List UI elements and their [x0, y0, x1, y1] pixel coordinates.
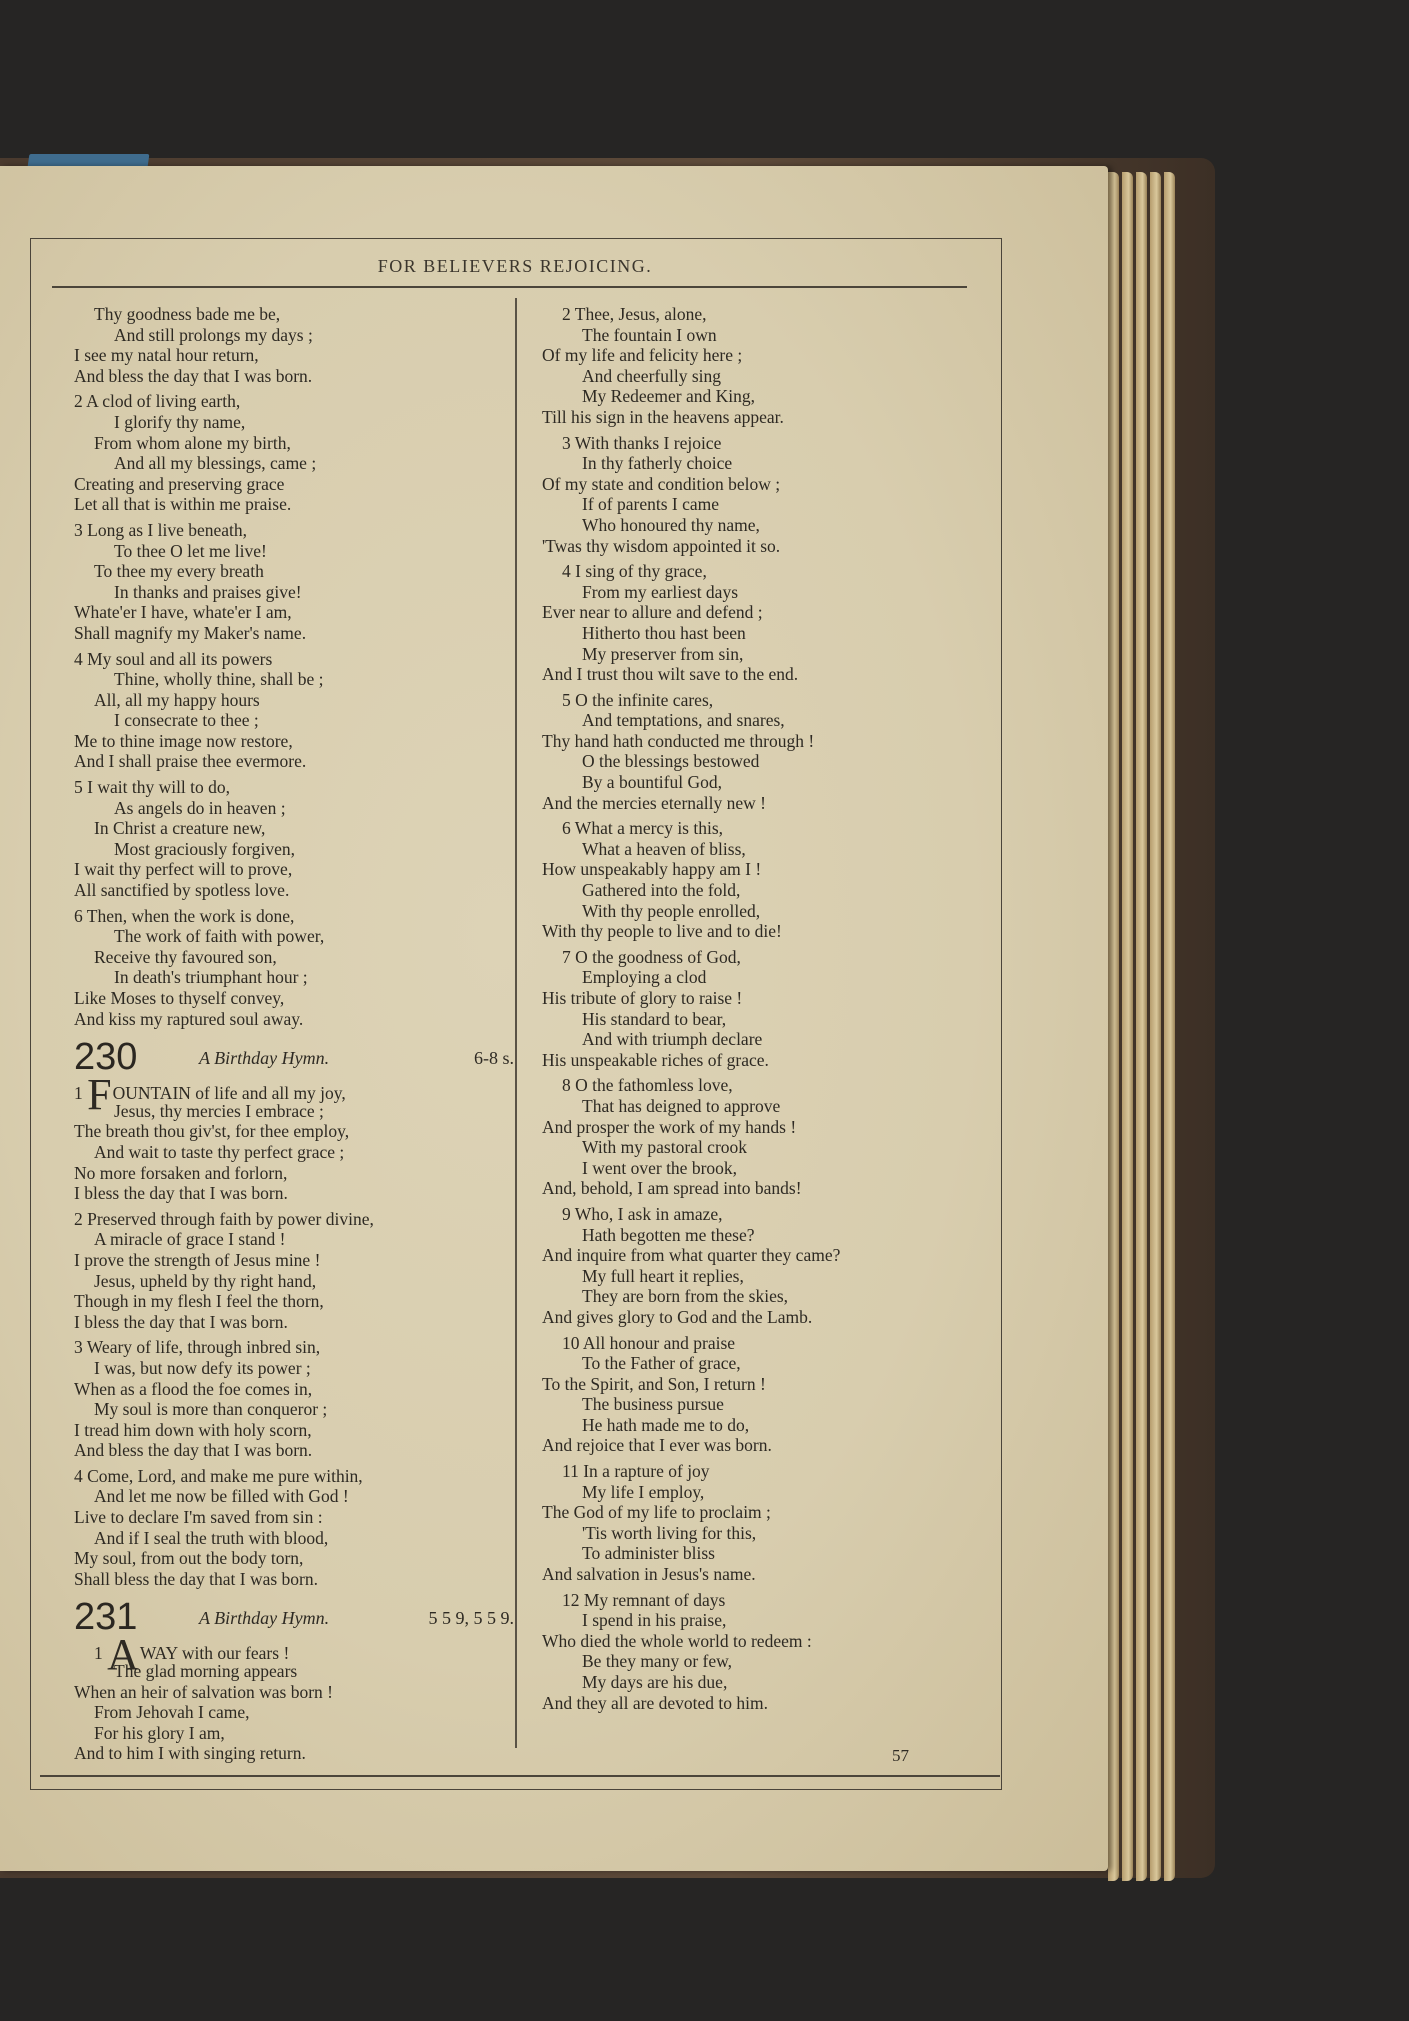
verse-line: The breath thou giv'st, for thee employ, — [74, 1121, 350, 1142]
verse-line: To thee O let me live! — [114, 540, 267, 561]
verse-line: 2 Thee, Jesus, alone, — [562, 304, 707, 324]
verse-line: 10 All honour and praise — [562, 1332, 736, 1353]
verse-line: 12 My remnant of days — [562, 1589, 726, 1610]
verse-line: 'Tis worth living for this, — [582, 1522, 757, 1543]
verse-line: And the mercies eternally new ! — [542, 792, 767, 813]
verse-line: That has deigned to approve — [582, 1095, 781, 1116]
drop-cap: F — [87, 1070, 112, 1120]
verse-line: I prove the strength of Jesus mine ! — [74, 1249, 321, 1270]
verse-line: In thanks and praises give! — [114, 581, 302, 602]
page-number: 57 — [892, 1746, 909, 1765]
verse-line: 9 Who, I ask in amaze, — [562, 1203, 723, 1224]
verse-line: And inquire from what quarter they came? — [542, 1245, 841, 1266]
verse-line: Jesus, thy mercies I embrace ; — [114, 1100, 324, 1121]
verse-line: How unspeakably happy am I ! — [542, 859, 762, 880]
verse-line: And kiss my raptured soul away. — [74, 1008, 304, 1029]
verse-line: Be they many or few, — [582, 1651, 732, 1672]
verse-line: The business pursue — [582, 1394, 724, 1415]
verse-line: 6 What a mercy is this, — [562, 818, 724, 839]
hymn-heading — [74, 1594, 514, 1640]
verse-line: And I shall praise thee evermore. — [74, 751, 307, 772]
hymn-meter: 6-8 s. — [474, 1048, 514, 1069]
verse-line: In Christ a creature new, — [94, 818, 266, 839]
verse-line: Receive thy favoured son, — [94, 946, 277, 967]
verse-line: And temptations, and snares, — [582, 710, 785, 731]
verse-line: And rejoice that I ever was born. — [542, 1435, 772, 1456]
verse-line: They are born from the skies, — [582, 1286, 789, 1307]
hymn-meter: 5 5 9, 5 5 9. — [428, 1608, 514, 1629]
verse-line: My Redeemer and King, — [582, 386, 756, 407]
page-edge — [1136, 172, 1147, 1881]
verse-number: 1 — [94, 1643, 108, 1664]
verse-line: And to him I with singing return. — [74, 1743, 306, 1764]
verse-line: Who died the whole world to redeem : — [542, 1630, 812, 1651]
verse-line: 2 Preserved through faith by power divine, — [74, 1208, 374, 1229]
verse-line: 4 Come, Lord, and make me pure within, — [74, 1465, 363, 1486]
hymn-title: A Birthday Hymn. — [199, 1048, 330, 1069]
verse-line: Shall magnify my Maker's name. — [74, 622, 307, 643]
verse-line: 3 With thanks I rejoice — [562, 432, 722, 453]
verse-line: My soul, from out the body torn, — [74, 1548, 304, 1569]
verse-line: Thine, wholly thine, shall be ; — [114, 669, 324, 690]
verse-line: The fountain I own — [582, 324, 717, 345]
verse-line: 5 I wait thy will to do, — [74, 777, 231, 798]
verse-line: The work of faith with power, — [114, 926, 325, 947]
verse-line: And if I seal the truth with blood, — [94, 1527, 329, 1548]
verse-line: When an heir of salvation was born ! — [74, 1681, 334, 1702]
right-column — [542, 304, 997, 1713]
verse-line: And all my blessings, came ; — [114, 453, 317, 474]
verse-line: And bless the day that I was born. — [74, 365, 313, 386]
verse-line: And still prolongs my days ; — [114, 324, 313, 345]
verse-line: 6 Then, when the work is done, — [74, 905, 295, 926]
verse-line: Thy goodness bade me be, — [94, 304, 281, 324]
verse-line: 5 O the infinite cares, — [562, 689, 714, 710]
verse-line: Hath begotten me these? — [582, 1224, 755, 1245]
footer-rule — [40, 1775, 1000, 1777]
verse-line: To the Father of grace, — [582, 1353, 741, 1374]
verse-line: I see my natal hour return, — [74, 345, 259, 366]
verse-line: He hath made me to do, — [582, 1414, 750, 1435]
verse-line: Of my state and condition below ; — [542, 473, 781, 494]
verse-line: Me to thine image now restore, — [74, 730, 293, 751]
verse-line: And bless the day that I was born. — [74, 1440, 313, 1461]
verse-line: Most graciously forgiven, — [114, 838, 295, 859]
verse-line: In death's triumphant hour ; — [114, 967, 308, 988]
verse-line: By a bountiful God, — [582, 772, 722, 793]
verse-line: Though in my flesh I feel the thorn, — [74, 1291, 324, 1312]
verse-line: A miracle of grace I stand ! — [94, 1229, 286, 1250]
verse-line: I spend in his praise, — [582, 1610, 727, 1631]
verse-line: Thy hand hath conducted me through ! — [542, 730, 815, 751]
verse-line: I bless the day that I was born. — [74, 1183, 288, 1204]
verse-line: I went over the brook, — [582, 1157, 738, 1178]
verse-line: All sanctified by spotless love. — [74, 880, 290, 901]
verse-line: When as a flood the foe comes in, — [74, 1378, 313, 1399]
verse-line: What a heaven of bliss, — [582, 838, 746, 859]
verse-line: To administer bliss — [582, 1543, 715, 1564]
verse-line: With thy people to live and to die! — [542, 921, 782, 942]
verse-line: 7 O the goodness of God, — [562, 946, 741, 967]
verse-line: Whate'er I have, whate'er I am, — [74, 602, 292, 623]
verse-line: His tribute of glory to raise ! — [542, 988, 743, 1008]
verse-line: No more forsaken and forlorn, — [74, 1162, 288, 1183]
verse-line: Shall bless the day that I was born. — [74, 1568, 318, 1589]
verse-line: And with triumph declare — [582, 1029, 763, 1050]
verse-line: Like Moses to thyself convey, — [74, 988, 285, 1008]
verse-line: For his glory I am, — [94, 1722, 225, 1743]
verse-line: If of parents I came — [582, 494, 720, 515]
verse-line: My life I employ, — [582, 1481, 705, 1502]
verse-line: Jesus, upheld by thy right hand, — [94, 1270, 317, 1291]
verse-line: And wait to taste thy perfect grace ; — [94, 1141, 345, 1162]
verse-line: Gathered into the fold, — [582, 880, 741, 901]
verse-line: I wait thy perfect will to prove, — [74, 859, 293, 880]
verse-line: From Jehovah I came, — [94, 1702, 250, 1723]
verse-line: I was, but now defy its power ; — [94, 1357, 311, 1378]
hymn-heading — [74, 1034, 514, 1080]
verse-line: In thy fatherly choice — [582, 453, 733, 474]
column-divider — [515, 298, 517, 1748]
verse-line: To the Spirit, and Son, I return ! — [542, 1373, 766, 1394]
verse-line: My days are his due, — [582, 1672, 728, 1692]
page-edge — [1108, 172, 1119, 1881]
verse-line: 3 Long as I live beneath, — [74, 519, 248, 540]
verse-line: Who honoured thy name, — [582, 514, 760, 535]
verse-line: And let me now be filled with God ! — [94, 1486, 349, 1507]
verse-line: 8 O the fathomless love, — [562, 1075, 733, 1096]
verse-line: Let all that is within me praise. — [74, 494, 292, 515]
verse-line: 'Twas thy wisdom appointed it so. — [542, 535, 781, 556]
verse-line: With thy people enrolled, — [582, 900, 761, 921]
verse-line: 11 In a rapture of joy — [562, 1461, 710, 1482]
verse-number: 1 — [74, 1083, 88, 1104]
page-edge — [1164, 172, 1175, 1881]
verse-line: 4 I sing of thy grace, — [562, 561, 707, 582]
verse-line: And salvation in Jesus's name. — [542, 1564, 756, 1585]
verse-line: 2 A clod of living earth, — [74, 391, 241, 412]
verse-line: And, behold, I am spread into bands! — [542, 1178, 802, 1199]
verse-line: The God of my life to proclaim ; — [542, 1502, 771, 1523]
hymn-number: 231 — [74, 1596, 138, 1639]
verse-text: OUNTAIN of life and all my joy, — [112, 1083, 346, 1104]
verse-line: 4 My soul and all its powers — [74, 648, 273, 669]
drop-cap: A — [107, 1630, 139, 1680]
verse-line: My soul is more than conqueror ; — [94, 1399, 328, 1420]
verse-line: From my earliest days — [582, 581, 739, 602]
verse-line: Till his sign in the heavens appear. — [542, 406, 784, 427]
left-column — [74, 304, 514, 1764]
verse-line: To thee my every breath — [94, 561, 264, 582]
verse-text: WAY with our fears ! — [139, 1643, 290, 1664]
verse-line: As angels do in heaven ; — [114, 797, 286, 818]
verse-line: And gives glory to God and the Lamb. — [542, 1306, 813, 1327]
verse-line: And they all are devoted to him. — [542, 1692, 768, 1713]
verse-line: I glorify thy name, — [114, 411, 246, 432]
verse-line: My full heart it replies, — [582, 1265, 744, 1286]
verse-line: With my pastoral crook — [582, 1137, 748, 1158]
running-header: FOR BELIEVERS REJOICING. — [377, 256, 653, 276]
verse-line: The glad morning appears — [114, 1661, 298, 1682]
hymn-number: 230 — [74, 1036, 138, 1079]
verse-line: And cheerfully sing — [582, 365, 721, 386]
verse-line: 3 Weary of life, through inbred sin, — [74, 1337, 321, 1358]
verse-line: All, all my happy hours — [94, 689, 260, 710]
verse-line: Live to declare I'm saved from sin : — [74, 1507, 323, 1528]
hymn-title: A Birthday Hymn. — [199, 1608, 330, 1629]
verse-line: And I trust thou wilt save to the end. — [542, 664, 799, 685]
verse-line: Ever near to allure and defend ; — [542, 602, 763, 623]
page-edge — [1150, 172, 1161, 1881]
header-rule — [52, 286, 967, 288]
verse-line: I consecrate to thee ; — [114, 710, 259, 731]
verse-line: His standard to bear, — [582, 1008, 727, 1029]
verse-line: O the blessings bestowed — [582, 751, 760, 772]
verse-line: Creating and preserving grace — [74, 473, 285, 494]
verse-line: From whom alone my birth, — [94, 432, 291, 453]
verse-line: Employing a clod — [582, 967, 707, 988]
verse-line: Of my life and felicity here ; — [542, 345, 743, 366]
verse-line: My preserver from sin, — [582, 643, 744, 664]
verse-line: And prosper the work of my hands ! — [542, 1116, 797, 1137]
verse-line: His unspeakable riches of grace. — [542, 1049, 769, 1070]
verse-line: I bless the day that I was born. — [74, 1311, 288, 1332]
verse-line: Hitherto thou hast been — [582, 622, 746, 643]
page-edge — [1122, 172, 1133, 1881]
verse-line: I tread him down with holy scorn, — [74, 1419, 312, 1440]
